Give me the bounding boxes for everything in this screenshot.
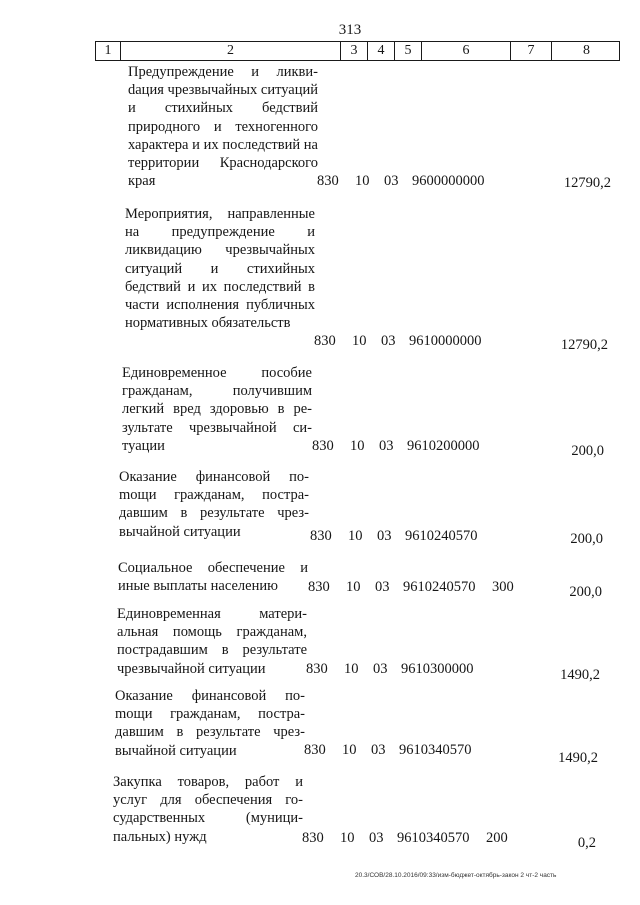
entry-admin-code: 830 xyxy=(317,173,339,189)
entry-amount: 200,0 xyxy=(570,531,603,547)
column-header-row xyxy=(95,41,620,61)
entry-section-code: 10 xyxy=(350,438,365,454)
entry-description: Оказание финансовой поmощи гражданам, пострадавшим в результате чрезвычайной ситуации xyxy=(119,469,309,540)
entry-description: Предупреждение и ликвиdация чрезвычайных ситуаций и стихийных бедствий природного и техногенного характера и их последствий на территории Краснодарского края xyxy=(128,64,318,190)
entry-target-code: 9610300000 xyxy=(401,661,474,677)
entry-description: Мероприятия, направленные на предупреждение и ликвидацию чрезвычайных ситуаций и стихийных бедствий и их последствий в части исполнения публичных нормативных обязательств xyxy=(125,206,315,332)
entry-expense-type: 200 xyxy=(486,830,508,846)
entry-admin-code: 830 xyxy=(302,830,324,846)
entry-amount: 1490,2 xyxy=(558,750,598,766)
entry-target-code: 9610200000 xyxy=(407,438,480,454)
entry-section-code: 10 xyxy=(348,528,363,544)
entry-subsection-code: 03 xyxy=(379,438,394,454)
entry-admin-code: 830 xyxy=(308,579,330,595)
entry-amount: 0,2 xyxy=(577,835,596,851)
column-header-8: 8 xyxy=(551,42,621,60)
entry-admin-code: 830 xyxy=(314,333,336,349)
entry-subsection-code: 03 xyxy=(369,830,384,846)
entry-subsection-code: 03 xyxy=(377,528,392,544)
entry-target-code: 9610240570 xyxy=(403,579,476,595)
entry-section-code: 10 xyxy=(340,830,355,846)
entry-description: Единовременная материальная помощь гражданам, пострадавшим в результате чрезвычайной ситуации xyxy=(117,606,307,677)
entry-amount: 200,0 xyxy=(571,443,604,459)
entry-target-code: 9610240570 xyxy=(405,528,478,544)
column-header-1: 1 xyxy=(104,43,112,58)
entry-admin-code: 830 xyxy=(310,528,332,544)
entry-target-code: 9610340570 xyxy=(397,830,470,846)
entry-section-code: 10 xyxy=(342,742,357,758)
entry-section-code: 10 xyxy=(344,661,359,677)
document-footer-code: 20.3/СОВ/28.10.2016/09:33/изм-бюджет-октябрь-закон 2 чт-2 часть xyxy=(355,872,557,879)
entry-description: Единовременное пособие гражданам, получившим легкий вред здоровью в результате чрезвычайной ситуации xyxy=(122,365,312,454)
column-header-6: 6 xyxy=(421,42,510,60)
column-header-5: 5 xyxy=(394,42,421,60)
entry-section-code: 10 xyxy=(355,173,370,189)
entry-target-code: 9610000000 xyxy=(409,333,482,349)
entry-amount: 12790,2 xyxy=(563,175,611,191)
entry-amount: 12790,2 xyxy=(560,337,608,353)
entry-description: Закупка товаров, работ и услуг для обеспечения государственных (муниципальных) нужд xyxy=(113,774,303,845)
entry-target-code: 9610340570 xyxy=(399,742,472,758)
column-header-3: 3 xyxy=(340,42,367,60)
entry-amount: 1490,2 xyxy=(560,667,600,683)
entry-section-code: 10 xyxy=(346,579,361,595)
entry-admin-code: 830 xyxy=(306,661,328,677)
entry-subsection-code: 03 xyxy=(371,742,386,758)
entry-admin-code: 830 xyxy=(304,742,326,758)
entry-description: Оказание финансовой поmощи гражданам, пострадавшим в результате чрезвычайной ситуации xyxy=(115,688,305,759)
entry-expense-type: 300 xyxy=(492,579,514,595)
column-header-2: 2 xyxy=(120,42,340,60)
column-header-7: 7 xyxy=(510,42,551,60)
entry-target-code: 9600000000 xyxy=(412,173,485,189)
entry-section-code: 10 xyxy=(352,333,367,349)
entry-subsection-code: 03 xyxy=(375,579,390,595)
entry-subsection-code: 03 xyxy=(384,173,399,189)
entry-subsection-code: 03 xyxy=(381,333,396,349)
entry-description: Социальное обеспечение и иные выплаты населению xyxy=(118,560,308,595)
entry-amount: 200,0 xyxy=(569,584,602,600)
entry-subsection-code: 03 xyxy=(373,661,388,677)
column-header-4: 4 xyxy=(367,42,394,60)
page-number: 313 xyxy=(338,22,362,38)
entry-admin-code: 830 xyxy=(312,438,334,454)
